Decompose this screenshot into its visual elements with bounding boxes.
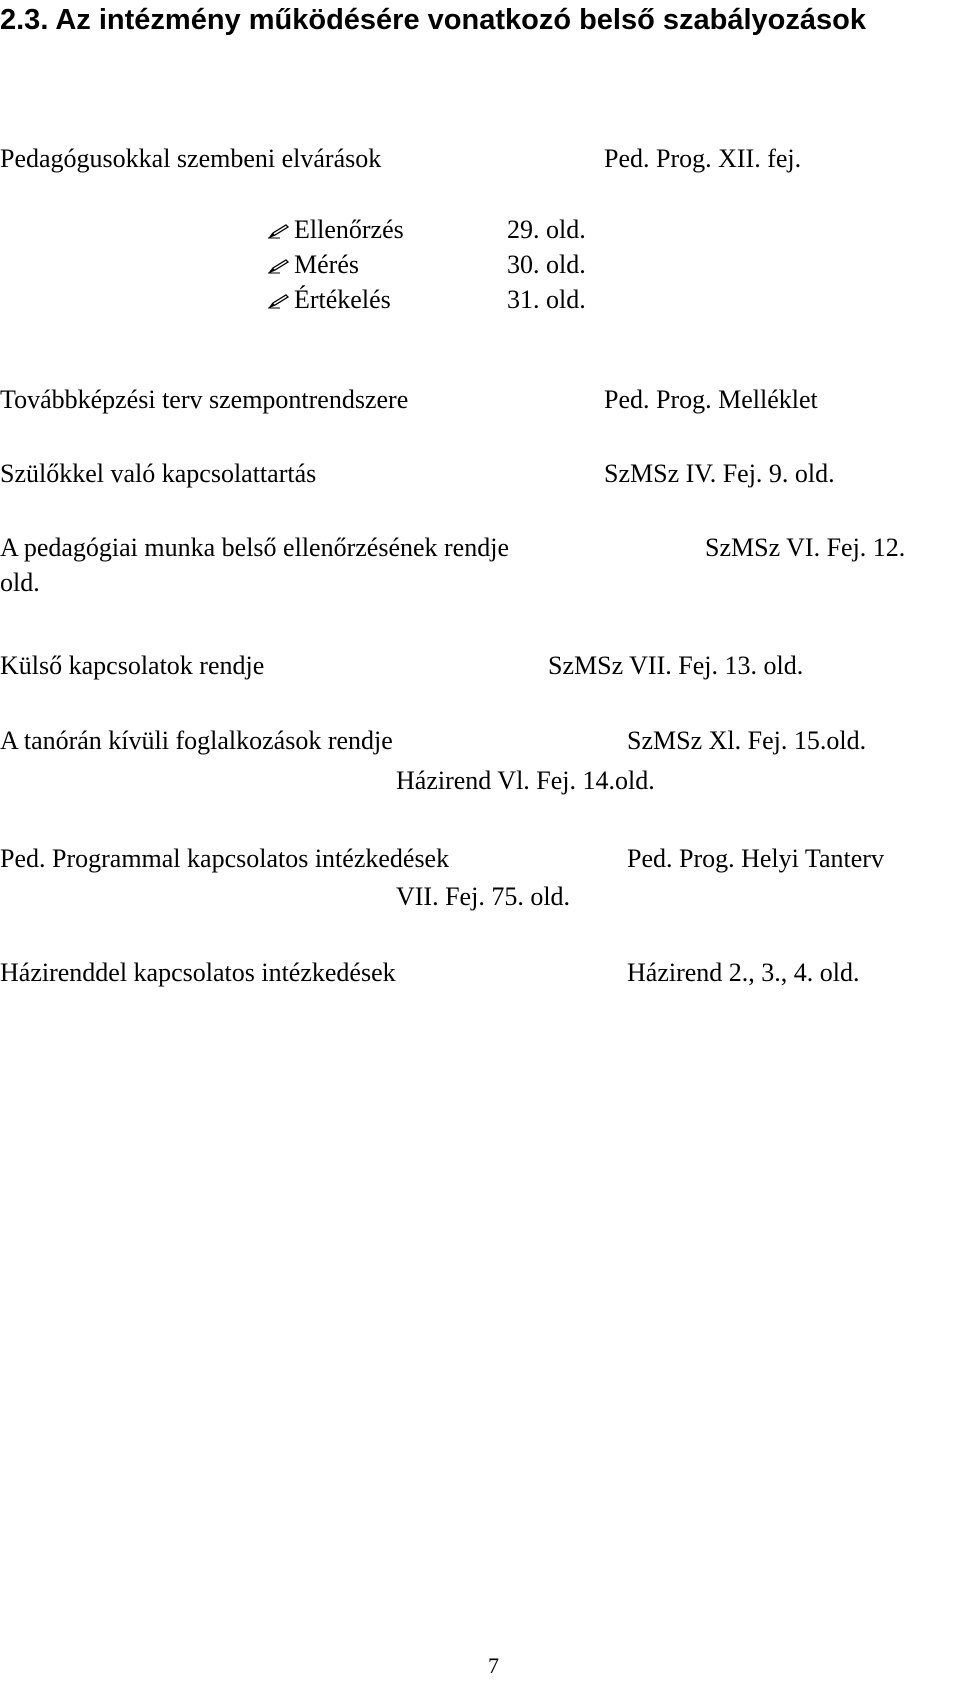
bullet-label-meres: Mérés [294,250,359,279]
row-internal-control-label: A pedagógiai munka belső ellenőrzésének rendje [0,533,509,562]
row-ped-program-label: Ped. Programmal kapcsolatos intézkedések [0,844,450,873]
pencil-icon [268,258,290,274]
row-teacher-expectations-ref: Ped. Prog. XII. fej. [604,144,802,173]
row-internal-control-ref-wrap: old. [0,568,40,597]
bullet-ref-ellenorzes: 29. old. [507,215,586,244]
bullet-label-ellenorzes: Ellenőrzés [294,215,404,244]
pencil-icon [268,223,290,239]
row-external-relations-ref: SzMSz VII. Fej. 13. old. [548,651,804,680]
row-house-rules-label: Házirenddel kapcsolatos intézkedések [0,958,396,987]
row-ped-program-ref-cont: VII. Fej. 75. old. [396,882,571,911]
row-ped-program-ref: Ped. Prog. Helyi Tanterv [627,844,884,873]
row-house-rules-ref: Házirend 2., 3., 4. old. [627,958,860,987]
row-training-plan-label: Továbbképzési terv szempontrendszere [0,385,409,414]
row-training-plan-ref: Ped. Prog. Melléklet [604,385,818,414]
bullet-label-ertekeles: Értékelés [294,285,391,314]
row-extracurricular-ref-cont: Házirend Vl. Fej. 14.old. [396,766,655,795]
pencil-icon [268,293,290,309]
section-heading: 2.3. Az intézmény működésére vonatkozó belső szabályozások [0,4,866,36]
row-external-relations-label: Külső kapcsolatok rendje [0,651,265,680]
page-number: 7 [488,1653,499,1678]
bullet-ref-meres: 30. old. [507,250,586,279]
row-parent-contact-label: Szülőkkel való kapcsolattartás [0,459,317,488]
row-teacher-expectations-label: Pedagógusokkal szembeni elvárások [0,144,382,173]
row-internal-control-ref: SzMSz VI. Fej. 12. [705,533,906,562]
bullet-ref-ertekeles: 31. old. [507,285,586,314]
row-extracurricular-ref: SzMSz Xl. Fej. 15.old. [627,726,867,755]
row-parent-contact-ref: SzMSz IV. Fej. 9. old. [604,459,835,488]
row-extracurricular-label: A tanórán kívüli foglalkozások rendje [0,726,393,755]
